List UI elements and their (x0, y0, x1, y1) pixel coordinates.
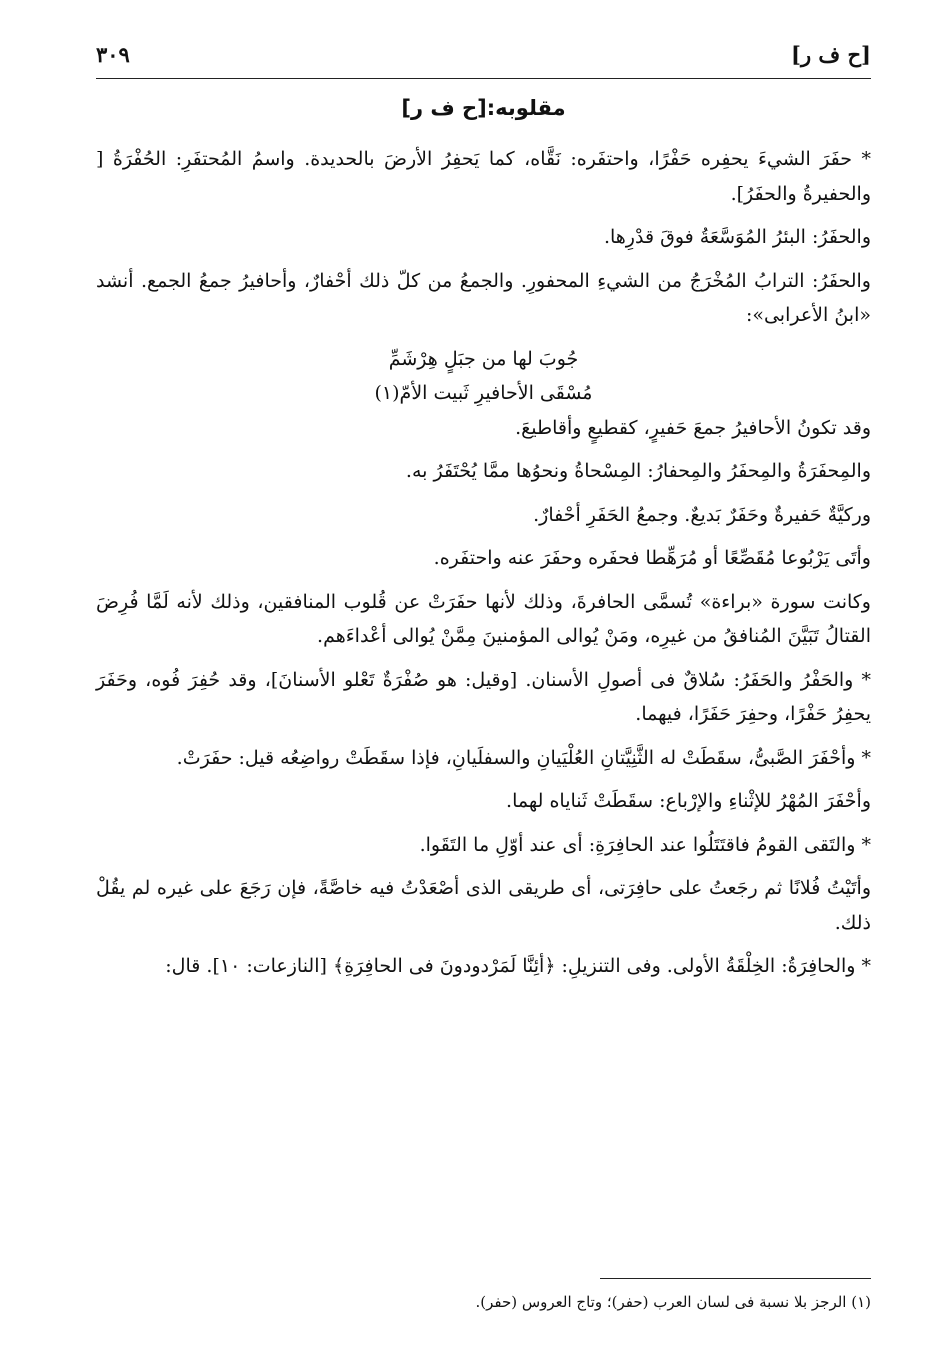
paragraph: وأحْفَرَ المُهْرُ للإثْناءِ والإرْباع: سقَطَتْ ثَناياه لهما. (506, 790, 871, 812)
paragraph: وأتَى يَرْبُوعا مُقَصِّعًا أو مُرَهِّطا فحفَره وحفَرَ عنه واحتفَره. (433, 547, 871, 569)
paragraph: وقد تكونُ الأحافيرُ جمعَ حَفيرٍ، كقطيعٍ وأقاطيعَ. (515, 416, 871, 439)
paragraph: * والحافِرَةُ: الخِلْقَةُ الأولى. وفى التنزيلِ: ﴿أئِنَّا لَمَرْدودونَ فى الحافِرَةِ﴾ [النازعات: ١٠]. قال: (165, 955, 871, 977)
paragraph: والمِحفَرَةُ والمِحفَرُ والمِحفارُ: المِسْحاةُ ونحوُها ممَّا يُحْتَفَرُ به. (405, 460, 871, 482)
paragraph: * حفَرَ الشيءَ يحفِره حَفْرًا، واحتفَره: نَقَّاه، كما يَحفِرُ الأرضَ بالحديدة. واسمُ المُحتفَرِ: الحُفْرَةُ [ والحفيرةُ والحفَرُ]. (96, 148, 871, 205)
paragraph: * والتَقى القومُ فاقتَتَلُوا عند الحافِرَةِ: أى عند أوّلِ ما التَقَوا. (419, 833, 871, 856)
paragraph: والحفَرُ: البئرُ المُوَسَّعَةُ فوقَ قدْرِها. (603, 226, 871, 248)
running-header (96, 38, 871, 74)
page-number: ٣٠٩ (96, 42, 130, 67)
paragraph: وكانت سورة «براءة» تُسمَّى الحافرةَ، وذلك لأنها حفَرَتْ عن قُلوب المنافقين، وذلك لأنه لَمَّا فُرِضَ القتالُ تَبَيَّنَ المُنافقُ من غيرِه، ومَنْ يُوالى المؤمنينَ مِمَّنْ يُوالى أعْداءَهم. (96, 590, 871, 647)
footnote-rule (600, 1278, 871, 1279)
header-section-label: [ح ف ر] (791, 42, 871, 67)
paragraph: والحفَرُ: الترابُ المُخْرَجُ من الشيءِ المحفورِ. والجمعُ من كلّ ذلك أحْفارٌ، وأحافيرُ جمعُ الجمع. أنشد «ابنُ الأعرابى»: (96, 269, 871, 326)
paragraph: وأتَيْتُ فُلانًا ثم رجَعتُ على حافِرَتى، أى طريقى الذى أصْعَدْتُ فيه خاصَّةً، فإن رَجَعَ على غيره لم يقُلْ ذلك. (96, 877, 871, 934)
footnote: (١) الرجز بلا نسبة فى لسان العرب (حفر)؛ وتاج العروس (حفر). (475, 1293, 871, 1311)
verse-line: مُسْقَى الأحافيرِ ثَبيت الأمّ(١) (374, 382, 593, 404)
paragraph: * والحَفْرُ والحَفَرُ: سُلاقٌ فى أصولِ الأسنان. [وقيل: هو صُفْرَةٌ تَعْلو الأسنانَ]، وقد حُفِرَ فُوه، وحَفَرَ يحفِرُ حَفْرًا، وحفِرَ حَفَرًا، فيهما. (96, 668, 871, 725)
body-text (96, 142, 871, 993)
header-rule (96, 78, 871, 79)
verse-line: جُوبَ لها من جبَلٍ هِرْشَمِّ (388, 347, 579, 370)
paragraph: وركيَّةٌ حَفيرةٌ وحَفَرٌ بَديعٌ. وجمعُ الحَفَرِ أحْفارٌ. (533, 503, 871, 526)
paragraph: * وأحْفَرَ الصَّبىُّ، سقَطَتْ له الثَّنِيَّتانِ العُلْيَيانِ والسفلَيانِ، فإذا سقَطَتْ رواضِعُه قيل: حفَرَتْ. (176, 746, 871, 769)
entry-title: مقلوبه:[ح ف ر] (401, 96, 566, 120)
